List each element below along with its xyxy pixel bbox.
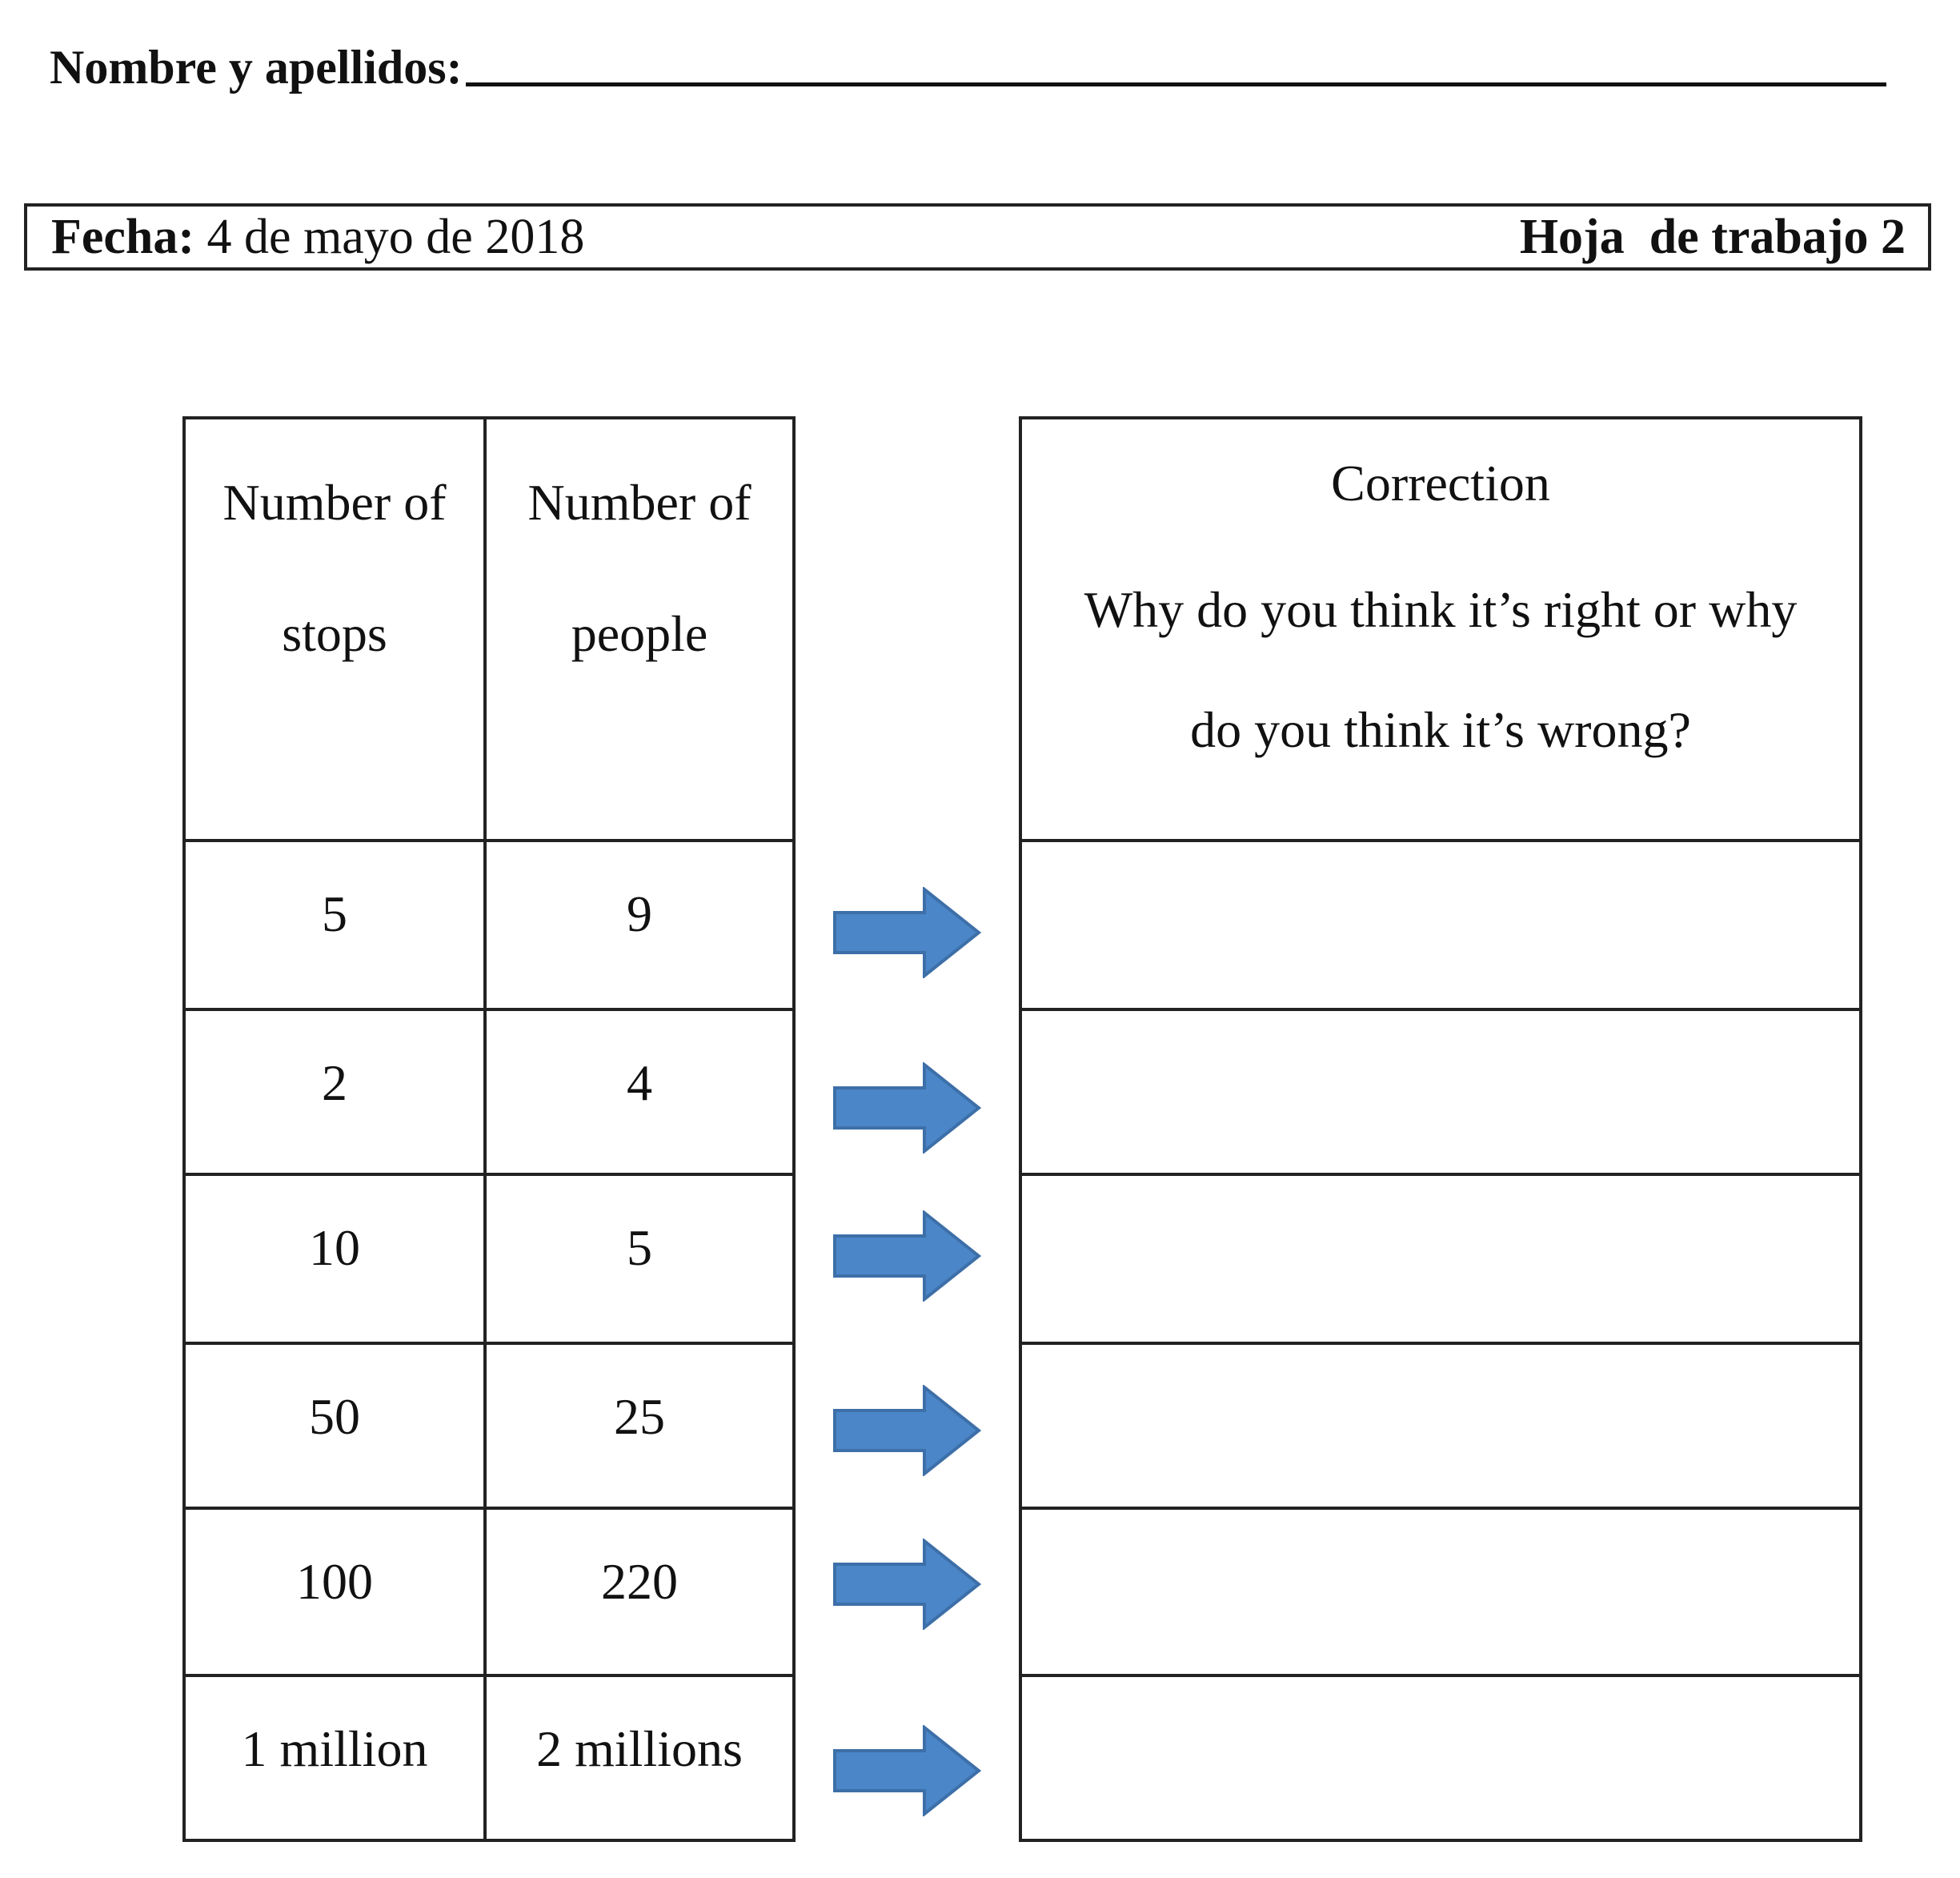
right-arrow-icon: [832, 1385, 981, 1476]
right-arrow-icon: [832, 1062, 981, 1154]
right-arrow-icon: [832, 887, 981, 978]
correction-title: Correction: [1331, 455, 1550, 512]
people-cell: 2 millions: [485, 1675, 794, 1840]
people-cell: 25: [485, 1343, 794, 1508]
stops-cell: 5: [184, 841, 485, 1009]
table-header-row: [184, 418, 794, 841]
column-header-stops-line-2: stops: [282, 605, 387, 662]
table-row: [184, 841, 794, 1009]
correction-row: [1020, 1508, 1861, 1675]
stops-cell: 2: [184, 1009, 485, 1174]
correction-question-line-1: Why do you think it’s right or why: [1084, 581, 1798, 638]
correction-row: [1020, 1009, 1861, 1174]
correction-row: [1020, 1343, 1861, 1508]
table-row: [184, 1675, 794, 1840]
correction-header-row: [1020, 418, 1861, 841]
column-header-people-line-2: people: [571, 605, 708, 662]
stops-cell: 100: [184, 1508, 485, 1675]
name-label: Nombre y apellidos:: [50, 41, 463, 94]
table-row: [184, 1009, 794, 1174]
correction-row: [1020, 1675, 1861, 1840]
people-cell: 5: [485, 1174, 794, 1343]
correction-answer-cell[interactable]: [1020, 1009, 1861, 1174]
right-arrow-icon: [832, 1539, 981, 1630]
table-row: [184, 1508, 794, 1675]
stops-cell: 10: [184, 1174, 485, 1343]
correction-answer-cell[interactable]: [1020, 841, 1861, 1009]
table-row: [184, 1343, 794, 1508]
people-cell: 4: [485, 1009, 794, 1174]
correction-row: [1020, 1174, 1861, 1343]
column-header-stops-line-1: Number of: [222, 474, 447, 531]
people-cell: 9: [485, 841, 794, 1009]
date-field: [51, 209, 584, 266]
correction-answer-cell[interactable]: [1020, 1343, 1861, 1508]
info-box: [24, 203, 1931, 271]
correction-answer-cell[interactable]: [1020, 1675, 1861, 1840]
stops-cell: 1 million: [184, 1675, 485, 1840]
date-label: Fecha:: [51, 209, 195, 264]
people-cell: 220: [485, 1508, 794, 1675]
name-blank-line[interactable]: [466, 82, 1886, 86]
name-row: [50, 24, 1886, 96]
correction-answer-cell[interactable]: [1020, 1174, 1861, 1343]
column-header-people: [485, 418, 794, 841]
correction-header: [1020, 418, 1861, 841]
correction-answer-cell[interactable]: [1020, 1508, 1861, 1675]
column-header-stops: [184, 418, 485, 841]
sheet-title: Hoja de trabajo 2: [1519, 209, 1906, 264]
correction-question-line-2: do you think it’s wrong?: [1190, 701, 1691, 758]
stops-cell: 50: [184, 1343, 485, 1508]
correction-table: [1019, 416, 1862, 1842]
column-header-people-line-1: Number of: [527, 474, 752, 531]
correction-row: [1020, 841, 1861, 1009]
date-value: 4 de mayo de 2018: [194, 209, 585, 264]
right-arrow-icon: [832, 1210, 981, 1302]
table-row: [184, 1174, 794, 1343]
data-table: [182, 416, 796, 1842]
right-arrow-icon: [832, 1725, 981, 1816]
